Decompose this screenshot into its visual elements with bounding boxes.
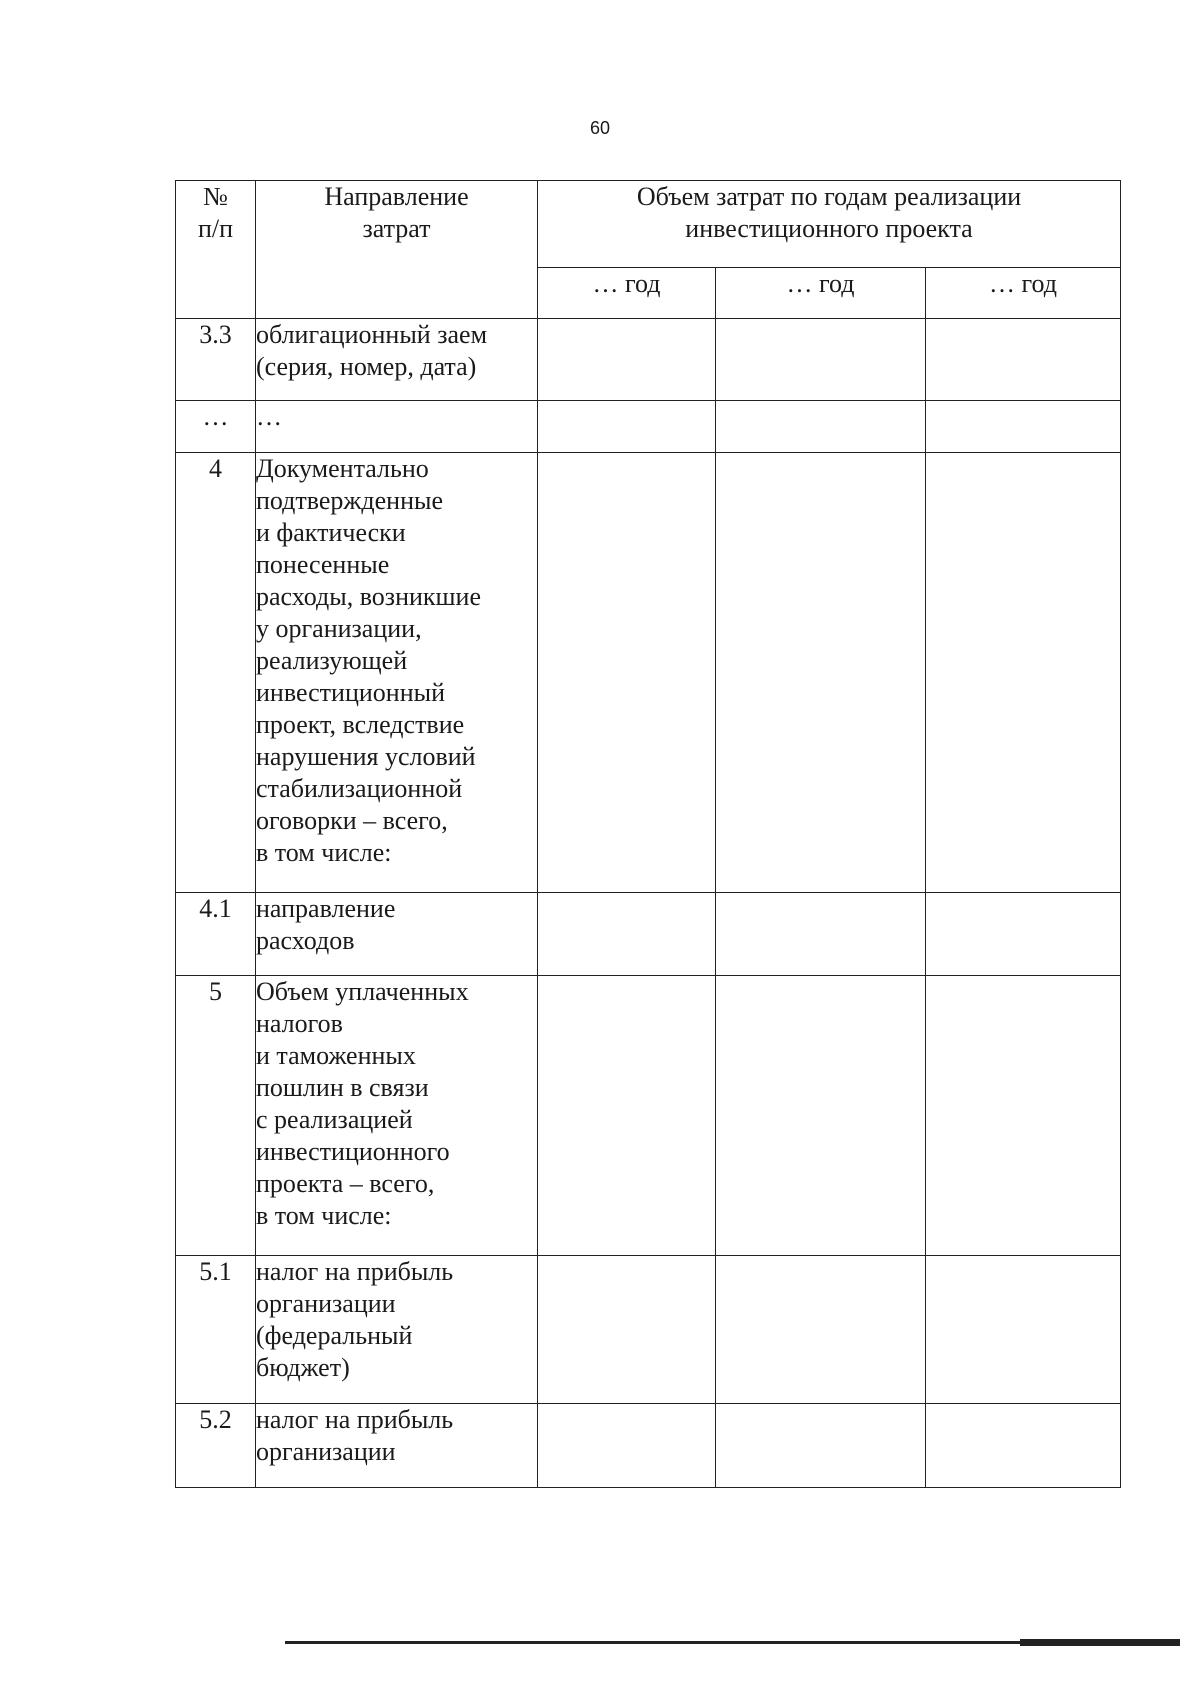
- cell-year-2: [716, 401, 926, 453]
- cell-year-3: [926, 453, 1121, 893]
- row-direction: налог на прибыль организации: [256, 1404, 538, 1488]
- cell-year-2: [716, 319, 926, 401]
- table-row: [176, 893, 1121, 976]
- cell-year-3: [926, 1256, 1121, 1404]
- cell-year-3: [926, 976, 1121, 1256]
- row-number: 5: [176, 976, 256, 1256]
- row-direction: облигационный заем (серия, номер, дата): [256, 319, 538, 401]
- table-row: [176, 1404, 1121, 1488]
- cell-year-3: [926, 893, 1121, 976]
- row-number: 5.2: [176, 1404, 256, 1488]
- cell-year-3: [926, 1404, 1121, 1488]
- row-direction: Документально подтвержденные и фактически понесенные расходы, возникшие у организации, реализующей инвестиционный проект, вследствие нарушения условий стабилизационной оговорки – всего, в том числе:: [256, 453, 538, 893]
- page-number: 60: [589, 118, 611, 138]
- row-direction: Объем уплаченных налогов и таможенных пошлин в связи с реализацией инвестиционного проекта – всего, в том числе:: [256, 976, 538, 1256]
- row-number: 3.3: [176, 319, 256, 401]
- cell-year-2: [716, 1404, 926, 1488]
- cell-year-2: [716, 1256, 926, 1404]
- header-year-2: … год: [716, 268, 926, 319]
- table-row: [176, 976, 1121, 1256]
- row-number: 4.1: [176, 893, 256, 976]
- cell-year-1: [538, 401, 716, 453]
- header-year-3: … год: [926, 268, 1121, 319]
- header-year-1: … год: [538, 268, 716, 319]
- row-direction: налог на прибыль организации (федеральный бюджет): [256, 1256, 538, 1404]
- cell-year-2: [716, 976, 926, 1256]
- cell-year-1: [538, 976, 716, 1256]
- row-number: …: [176, 401, 256, 453]
- table-row: [176, 1256, 1121, 1404]
- row-number: 5.1: [176, 1256, 256, 1404]
- cell-year-1: [538, 319, 716, 401]
- cell-year-3: [926, 319, 1121, 401]
- table-row: [176, 401, 1121, 453]
- table-row: [176, 319, 1121, 401]
- row-number: 4: [176, 453, 256, 893]
- cell-year-1: [538, 1404, 716, 1488]
- cell-year-1: [538, 1256, 716, 1404]
- row-direction: …: [256, 401, 538, 453]
- cell-year-1: [538, 453, 716, 893]
- row-direction: направление расходов: [256, 893, 538, 976]
- header-number: № п/п: [176, 181, 256, 319]
- header-direction: Направление затрат: [256, 181, 538, 319]
- header-cost-volume: Объем затрат по годам реализации инвестиционного проекта: [538, 181, 1121, 268]
- cell-year-2: [716, 453, 926, 893]
- header-row-top: [176, 181, 1121, 268]
- footer-rule-accent: [1020, 1639, 1180, 1646]
- cell-year-2: [716, 893, 926, 976]
- cell-year-1: [538, 893, 716, 976]
- cell-year-3: [926, 401, 1121, 453]
- cost-table: [175, 180, 1121, 1488]
- table-row: [176, 453, 1121, 893]
